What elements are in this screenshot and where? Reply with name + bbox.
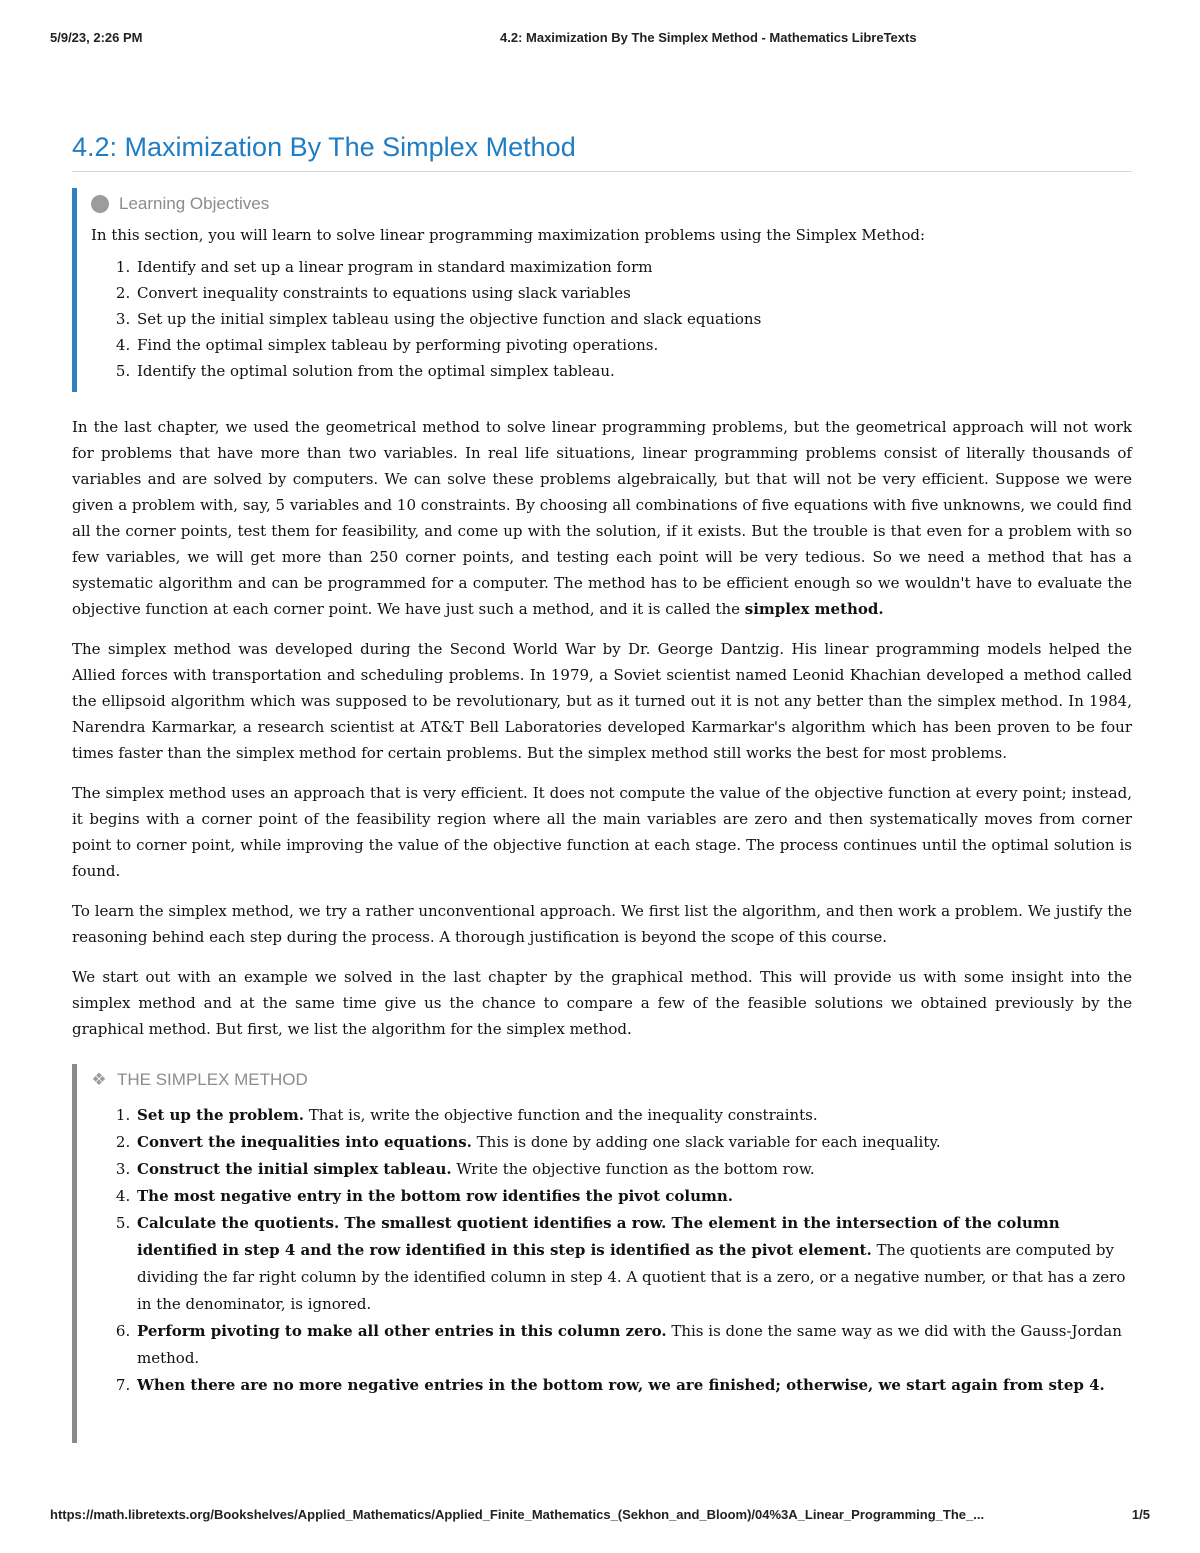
step-bold: Set up the problem. xyxy=(137,1106,304,1124)
simplex-step xyxy=(135,1372,1132,1399)
objective-item: 2. Convert inequality constraints to equations using slack variables xyxy=(135,280,1132,306)
objective-item: 3. Set up the initial simplex tableau using the objective function and slack equations xyxy=(135,306,1132,332)
learning-objectives-header xyxy=(91,194,1132,214)
step-bold: Calculate the quotients. The smallest quotient identifies a row. The element in the intersection of the column identified in step 4 and the row identified in this step is identified as the pivot element. xyxy=(137,1214,1060,1259)
paragraph-1 xyxy=(72,414,1132,622)
objective-item: 4. Find the optimal simplex tableau by performing pivoting operations. xyxy=(135,332,1132,358)
simplex-method-term: simplex method. xyxy=(744,600,884,618)
step-text: Write the objective function as the bottom row. xyxy=(451,1160,815,1178)
page-number: 1/5 xyxy=(1131,1507,1150,1522)
simplex-method-heading: THE SIMPLEX METHOD xyxy=(117,1070,308,1089)
step-bold: The most negative entry in the bottom row identifies the pivot column. xyxy=(137,1187,733,1205)
step-bold: When there are no more negative entries in the bottom row, we are finished; otherwise, we start again from step 4. xyxy=(137,1376,1105,1394)
learning-objectives-heading: Learning Objectives xyxy=(119,194,270,213)
simplex-step xyxy=(135,1156,1132,1183)
pin-icon: ❖ xyxy=(91,1070,107,1089)
paragraph-4: To learn the simplex method, we try a rather unconventional approach. We first list the algorithm, and then work a problem. We justify the reasoning behind each step during the process. A thorough justification is beyond the scope of this course. xyxy=(72,902,1132,946)
print-datetime: 5/9/23, 2:26 PM xyxy=(50,30,143,45)
step-text: This is done by adding one slack variable for each inequality. xyxy=(471,1133,941,1151)
simplex-method-box xyxy=(72,1064,1132,1443)
paragraph-3: The simplex method uses an approach that is very efficient. It does not compute the value of the objective function at every point; instead, it begins with a corner point of the feasibility region where all the main variables are zero and then systematically moves from corner point to corner point, while improving the value of the objective function at each stage. The process continues until the optimal solution is found. xyxy=(72,784,1132,880)
simplex-step xyxy=(135,1102,1132,1129)
step-bold: Construct the initial simplex tableau. xyxy=(137,1160,452,1178)
page-title: 4.2: Maximization By The Simplex Method xyxy=(72,132,1132,172)
step-text: That is, write the objective function and the inequality constraints. xyxy=(303,1106,818,1124)
main-content xyxy=(72,132,1132,1443)
simplex-method-header xyxy=(91,1070,1132,1090)
learning-objectives-box xyxy=(72,188,1132,392)
simplex-step xyxy=(135,1183,1132,1210)
step-bold: Perform pivoting to make all other entries in this column zero. xyxy=(137,1322,667,1340)
step-text: This is done the same way as we did with the Gauss-Jordan method. xyxy=(137,1322,1122,1367)
simplex-step xyxy=(135,1318,1132,1372)
simplex-step xyxy=(135,1210,1132,1318)
objectives-intro: In this section, you will learn to solve linear programming maximization problems using the Simplex Method: xyxy=(91,226,926,244)
objectives-list xyxy=(91,254,1132,384)
footer-url: https://math.libretexts.org/Bookshelves/Applied_Mathematics/Applied_Finite_Mathematics_(Sekhon_and_Bloom)/04%3A_Linear_Programming_The_... xyxy=(50,1507,985,1522)
step-text: The quotients are computed by dividing the far right column by the identified column in step 4. A quotient that is a zero, or a negative number, or that has a zero in the denominator, is ignored. xyxy=(137,1241,1126,1313)
objective-item: 5. Identify the optimal solution from the optimal simplex tableau. xyxy=(135,358,1132,384)
paragraph-1-text: In the last chapter, we used the geometrical method to solve linear programming problems, but the geometrical approach will not work for problems that have more than two variables. In real life situations, linear programming problems consist of literally thousands of variables and are solved by computers. We can solve these problems algebraically, but that will not be very efficient. Suppose we were given a problem with, say, 5 variables and 10 constraints. By choosing all combinations of five equations with five unknowns, we could find all the corner points, test them for feasibility, and come up with the solution, if it exists. But the trouble is that even for a problem with so few variables, we will get more than 250 corner points, and testing each point will be very tedious. So we need a method that has a systematic algorithm and can be programmed for a computer. The method has to be efficient enough so we wouldn't have to evaluate the objective function at each corner point. We have just such a method, and it is called the xyxy=(72,418,1132,618)
print-header xyxy=(50,30,1150,50)
circle-icon xyxy=(91,195,109,213)
print-footer xyxy=(50,1507,1150,1527)
objective-item: 1. Identify and set up a linear program in standard maximization form xyxy=(135,254,1132,280)
print-page-title: 4.2: Maximization By The Simplex Method - Mathematics LibreTexts xyxy=(500,30,917,45)
paragraph-5: We start out with an example we solved in the last chapter by the graphical method. This will provide us with some insight into the simplex method and at the same time give us the chance to compare a few of the feasible solutions we obtained previously by the graphical method. But first, we list the algorithm for the simplex method. xyxy=(72,968,1132,1038)
simplex-step xyxy=(135,1129,1132,1156)
simplex-steps-list xyxy=(91,1102,1132,1399)
step-bold: Convert the inequalities into equations. xyxy=(137,1133,472,1151)
paragraph-2: The simplex method was developed during the Second World War by Dr. George Dantzig. His linear programming models helped the Allied forces with transportation and scheduling problems. In 1979, a Soviet scientist named Leonid Khachian developed a method called the ellipsoid algorithm which was supposed to be revolutionary, but as it turned out it is not any better than the simplex method. In 1984, Narendra Karmarkar, a research scientist at AT&T Bell Laboratories developed Karmarkar's algorithm which has been proven to be four times faster than the simplex method for certain problems. But the simplex method still works the best for most problems. xyxy=(72,640,1132,762)
